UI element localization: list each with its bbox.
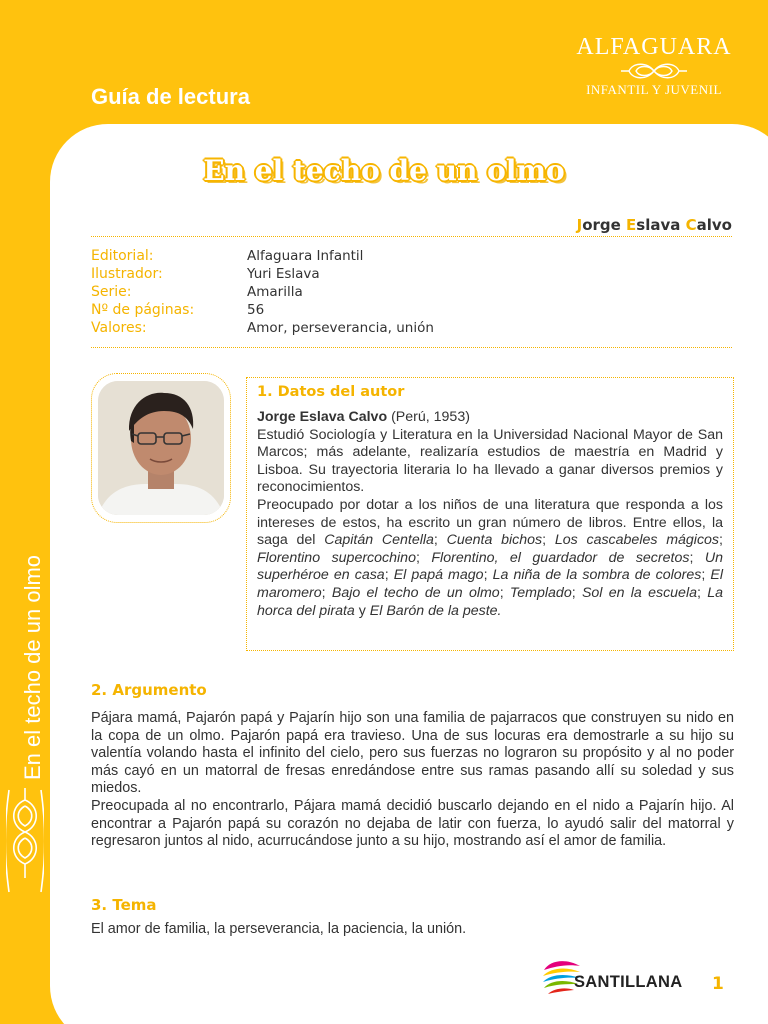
divider (91, 347, 732, 348)
side-ornament-icon (6, 786, 44, 896)
argument-paragraph: Preocupada al no encontrarlo, Pájara mamá decidió buscarlo dejando en el nido a Pajarín hijo. Al encontrar a Pajarón papá su corazón no dejaba de latir con fuerza, lo ayudó salir del matorral y regresaron juntos al nido, acurrucándose junto a su hijo, mostrando así el amor de familia. (91, 797, 734, 850)
santillana-logo (540, 956, 700, 1000)
theme-heading: 3. Tema (91, 896, 157, 914)
guide-title: Guía de lectura (91, 84, 250, 109)
author-photo-frame (91, 373, 231, 523)
author-section-heading: 1. Datos del autor (257, 384, 405, 400)
meta-row-illustrator: Ilustrador: Yuri Eslava (91, 266, 320, 282)
argument-text (91, 710, 734, 851)
book-details (91, 247, 731, 337)
author-info-box (246, 377, 734, 651)
alfaguara-logo (574, 34, 734, 98)
theme-text: El amor de familia, la perseverancia, la paciencia, la unión. (91, 921, 467, 937)
author-bio-paragraph: Estudió Sociología y Literatura en la Universidad Nacional Mayor de San Marcos; más adelante, realizaría estudios de maestría en Madrid y Lisboa. Su trayectoria literaria lo ha llevado a ganar diversos premios y reconocimientos. (257, 426, 723, 496)
page-number: 1 (712, 974, 724, 994)
meta-row-values: Valores: Amor, perseverancia, unión (91, 320, 434, 336)
author-photo (98, 381, 224, 515)
meta-row-pages: Nº de páginas: 56 (91, 302, 265, 318)
author-name: Jorge Eslava Calvo (576, 216, 732, 234)
book-title: En el techo de un olmo (203, 154, 565, 187)
brand-name: ALFAGUARA (576, 34, 732, 60)
ornament-icon (619, 60, 689, 82)
meta-row-editorial: Editorial: Alfaguara Infantil (91, 248, 364, 264)
publisher-name: SANTILLANA (574, 973, 683, 991)
divider (91, 236, 732, 237)
side-title-text: En el techo de un olmo (20, 554, 45, 780)
argument-paragraph: Pájara mamá, Pajarón papá y Pajarín hijo son una familia de pajarracos que construyen su nido en la copa de un olmo. Pajarón papá era travieso. Una de sus locuras era demostrarle a su hijo su valentía volando hasta el infinito del cielo, pero sus fuerzas no lograron su propósito y al no poder más cayó en un matorral de fresas enredándose entre sus ramas pasando allí su soledad y sus miedos. (91, 710, 734, 797)
meta-row-series: Serie: Amarilla (91, 284, 303, 300)
brand-subtitle: INFANTIL Y JUVENIL (586, 82, 722, 97)
argument-heading: 2. Argumento (91, 681, 207, 699)
author-bio: Jorge Eslava Calvo (Perú, 1953) Estudió Sociología y Literatura en la Universidad Nacional Mayor de San Marcos; más adelante, realizaría estudios de maestría en Madrid y Lisboa. Su trayectoria literaria lo ha llevado a ganar diversos premios y reconocimientos. Preocupado por dotar a los niños de una literatura que responda a los intereses de estos, ha escrito un gran número de libros. Entre ellos, la saga del Capitán Centella; Cuenta bichos; Los cascabeles mágicos; Florentino supercochino; Florentino, el guardador de secretos; Un superhéroe en casa; El papá mago; La niña de la sombra de colores; El maromero; Bajo el techo de un olmo; Templado; Sol en la escuela; La horca del pirata y El Barón de la peste. (257, 409, 724, 619)
author-works-paragraph: Preocupado por dotar a los niños de una literatura que responda a los intereses de estos, ha escrito un gran número de libros. Entre ellos, la saga del Capitán Centella; Cuenta bichos; Los cascabeles mágicos; Florentino supercochino; Florentino, el guardador de secretos; Un superhéroe en casa; El papá mago; La niña de la sombra de colores; El maromero; Bajo el techo de un olmo; Templado; Sol en la escuela; La horca del pirata y El Barón de la peste. (257, 496, 724, 619)
author-bio-name: Jorge Eslava Calvo (257, 409, 388, 425)
side-title (0, 540, 50, 780)
